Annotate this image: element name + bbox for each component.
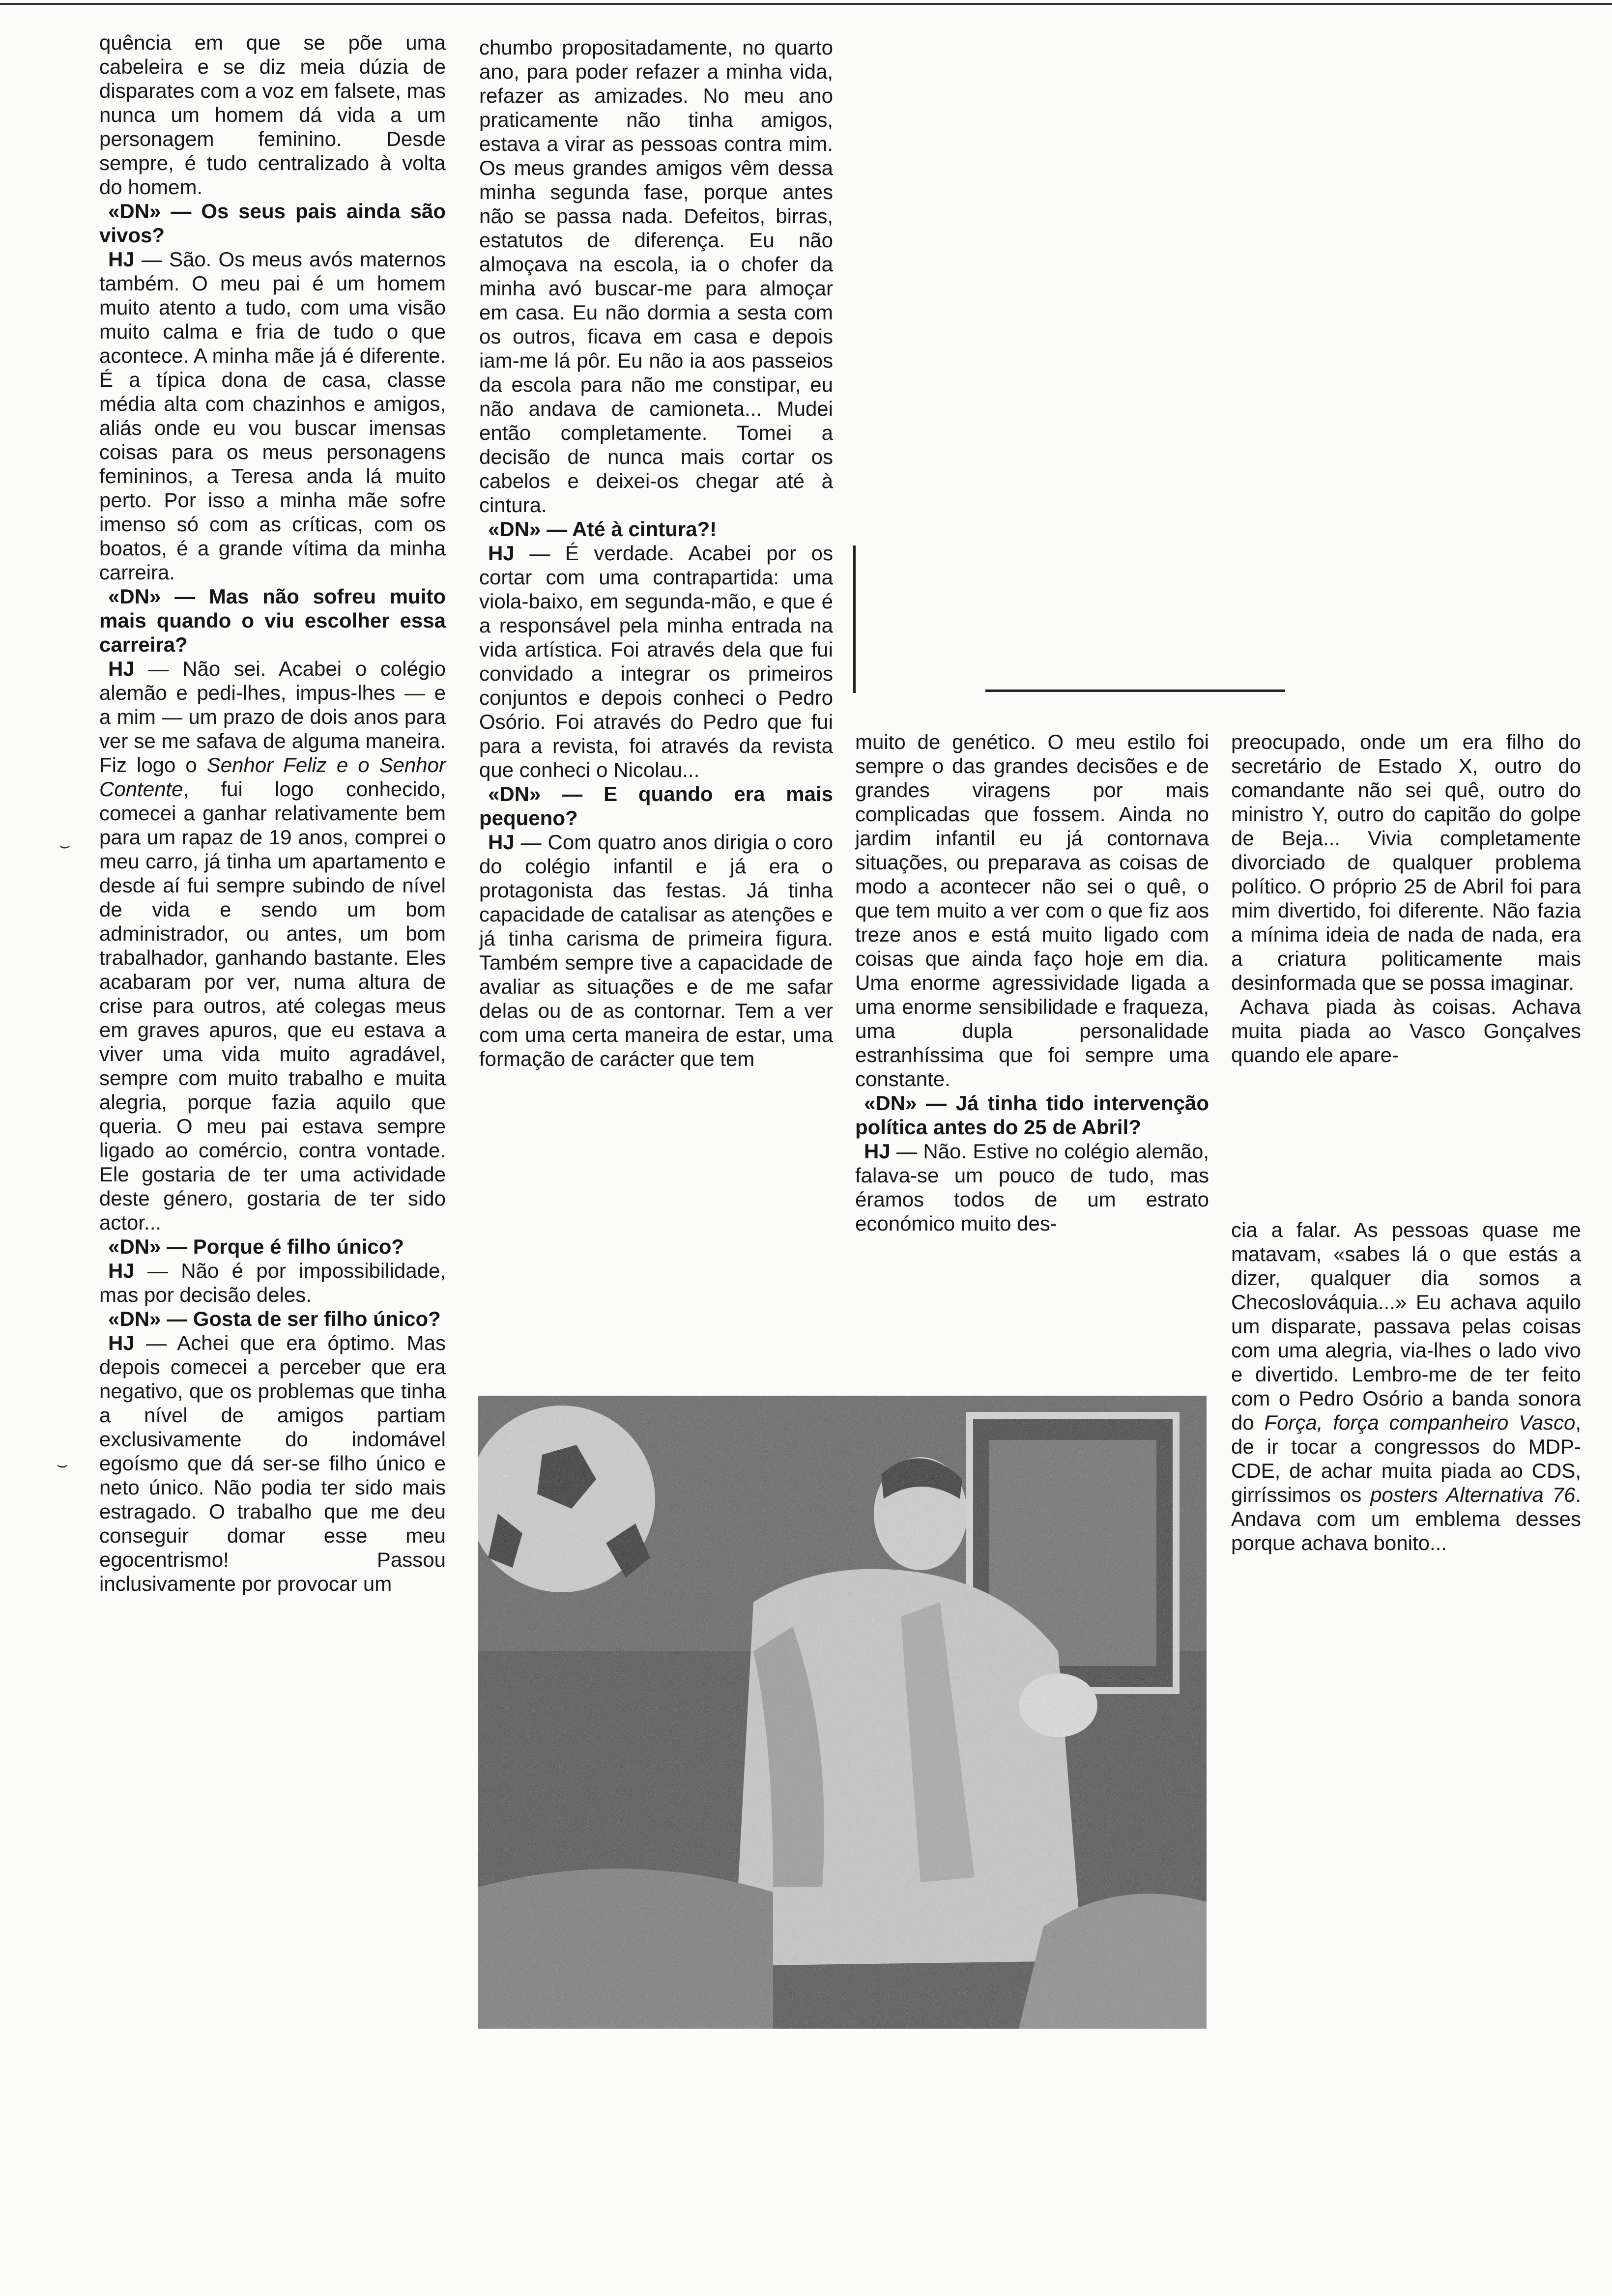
column-1 xyxy=(99,30,446,1596)
margin-mark: ⌣ xyxy=(57,1455,68,1475)
interview-question xyxy=(99,584,446,657)
paragraph-text: muito de genético. O meu estilo foi sempre o das grandes decisões e de grandes viragens por mais complicadas que fossem. Ainda no jardim infantil eu já contornava situações, ou preparava as coisas de modo a acontecer não sei o quê, o que tem muito a ver com o que fiz aos treze anos e está muito ligado com coisas que ainda faço hoje em dia. Uma enorme agressividade ligada a uma enorme sensibilidade e fraqueza, uma dupla personalidade estranhíssima que foi sempre uma constante. xyxy=(855,730,1209,1091)
interview-answer xyxy=(99,1259,446,1307)
question-text: — Gosta de ser filho único? xyxy=(167,1307,441,1330)
interview-question xyxy=(479,517,833,541)
paragraph-text: preocupado, onde um era filho do secretário de Estado X, outro do comandante não sei quê, outro do ministro Y, outro do capitão do golpe de Beja... Vivia completamente divorciado de qualquer problema político. O próprio 25 de Abril foi para mim divertido, foi diferente. Não fazia a mínima ideia de nada de nada, era a criatura politicamente mais desinformada que se possa imaginar. xyxy=(1231,730,1581,994)
answer-text: — Achei que era óptimo. Mas depois comecei a perceber que era negativo, que os problemas que tinha a nível de amigos partiam exclusivamente do indomável egoísmo que dá ser-se filho único e neto único. Não podia ter sido mais estragado. O trabalho que me deu conseguir domar esse meu egocentrismo! Passou inclusivamente por provocar um xyxy=(99,1331,446,1595)
column-5 xyxy=(1231,1218,1581,1555)
answer-speaker: HJ xyxy=(108,657,135,680)
title-italic: Força, força companheiro Vasco xyxy=(1264,1411,1576,1434)
paragraph-text: , de ir tocar a congressos do MDP-CDE, de achar muita piada ao CDS, girríssimos os xyxy=(1231,1411,1582,1506)
question-speaker: «DN» xyxy=(108,585,161,608)
paragraph xyxy=(855,730,1209,1091)
paragraph xyxy=(1231,1218,1581,1555)
question-text: — Já tinha tido intervenção política antes do 25 de Abril? xyxy=(855,1091,1209,1139)
interview-answer xyxy=(479,541,833,782)
interview-question xyxy=(99,199,446,247)
answer-text: — Não é por impossibilidade, mas por decisão deles. xyxy=(99,1259,446,1306)
paragraph-text: . Andava com um emblema desses porque achava bonito... xyxy=(1231,1483,1581,1554)
interview-photo xyxy=(478,1396,1207,2029)
interview-question xyxy=(99,1234,446,1259)
question-speaker: «DN» xyxy=(108,1307,161,1330)
interview-answer xyxy=(479,830,833,1071)
interview-question xyxy=(855,1091,1209,1139)
paragraph xyxy=(99,30,446,199)
paragraph xyxy=(1231,995,1581,1067)
margin-mark: ⌣ xyxy=(59,835,71,856)
question-text: — Porque é filho único? xyxy=(167,1235,404,1258)
interview-question xyxy=(479,782,833,830)
photo-halftone xyxy=(478,1396,1207,2029)
question-text: — E quando era mais pequeno? xyxy=(479,782,834,830)
paragraph xyxy=(479,35,833,517)
question-speaker: «DN» xyxy=(108,1235,161,1258)
answer-speaker: HJ xyxy=(488,831,515,854)
question-speaker: «DN» xyxy=(488,782,541,805)
answer-text: , fui logo conhecido, comecei a ganhar relativamente bem para um rapaz de 19 anos, comprei o meu carro, já tinha um apartamento e desde aí fui sempre subindo de nível de vida e sendo um bom administrador, ou antes, um bom trabalhador, ganhando bastante. Eles acabaram por ver, numa altura de crise para outros, até colegas meus em graves apuros, que eu estava a viver uma vida muito agradável, sempre com muito trabalho e muita alegria, porque fazia aquilo que queria. O meu pai estava sempre ligado ao comércio, contra vontade. Ele gostaria de ter uma actividade deste género, gostaria de ter sido actor... xyxy=(99,777,446,1234)
interview-answer xyxy=(99,1331,446,1596)
question-text: — Até à cintura?! xyxy=(547,517,717,541)
answer-text: — Não sei. Acabei o colégio alemão e pedi-lhes, impus-lhes — e a mim — um prazo de dois anos para ver se me safava de alguma maneira. Fiz logo o xyxy=(99,657,446,776)
vertical-rule xyxy=(853,545,856,693)
title-italic: Senhor Feliz e o Senhor Contente xyxy=(99,753,446,801)
question-text: — Os seus pais ainda são vivos? xyxy=(99,200,446,247)
paragraph-text: chumbo propositadamente, no quarto ano, para poder refazer a minha vida, refazer as amizades. No meu ano praticamente não tinha amigos, estava a virar as pessoas contra mim. Os meus grandes amigos vêm dessa minha segunda fase, porque antes não se passa nada. Defeitos, birras, estatutos de diferença. Eu não almoçava na escola, ia o chofer da minha avó buscar-me para almoçar em casa. Eu não dormia a sesta com os outros, ficava em casa e depois iam-me lá pôr. Eu não ia aos passeios da escola para não me constipar, eu não andava de camioneta... Mudei então completamente. Tomei a decisão de nunca mais cortar os cabelos e deixei-os chegar até à cintura. xyxy=(479,36,833,517)
question-speaker: «DN» xyxy=(108,200,161,223)
page-top-rule xyxy=(0,3,1612,5)
paragraph-text: quência em que se põe uma cabeleira e se diz meia dúzia de disparates com a voz em falsete, mas nunca um homem dá vida a um personagem feminino. Desde sempre, é tudo centralizado à volta do homem. xyxy=(99,31,446,199)
question-speaker: «DN» xyxy=(488,517,541,541)
interview-question xyxy=(99,1307,446,1331)
column-3 xyxy=(855,730,1209,1235)
question-speaker: «DN» xyxy=(864,1091,917,1115)
interview-answer xyxy=(99,247,446,584)
paragraph-text: Achava piada às coisas. Achava muita piada ao Vasco Gonçalves quando ele apare- xyxy=(1231,995,1581,1066)
paragraph xyxy=(1231,730,1581,995)
answer-speaker: HJ xyxy=(864,1140,891,1163)
interview-answer xyxy=(99,657,446,1234)
answer-speaker: HJ xyxy=(108,1331,135,1354)
answer-speaker: HJ xyxy=(488,542,515,565)
column-4 xyxy=(1231,730,1581,1067)
answer-text: — Não. Estive no colégio alemão, falava-se um pouco de tudo, mas éramos todos de um estrato económico muito des- xyxy=(855,1140,1209,1235)
title-italic: posters Alternativa 76 xyxy=(1370,1483,1576,1506)
paragraph-text: cia a falar. As pessoas quase me matavam, «sabes lá o que estás a dizer, qualquer dia somos a Checoslováquia...» Eu achava aquilo um disparate, passava pelas coisas com uma alegria, via-lhes o lado vivo e divertido. Lembro-me de ter feito com o Pedro Osório a banda sonora do xyxy=(1231,1218,1581,1434)
answer-speaker: HJ xyxy=(108,248,135,271)
question-text: — Mas não sofreu muito mais quando o viu escolher essa carreira? xyxy=(99,585,446,656)
answer-text: — São. Os meus avós maternos também. O meu pai é um homem muito atento a tudo, com uma visão muito calma e fria de tudo o que acontece. A minha mãe já é diferente. É a típica dona de casa, classe média alta com chazinhos e amigos, aliás onde eu vou buscar imensas coisas para os meus personagens femininos, a Teresa anda lá muito perto. Por isso a minha mãe sofre imenso só com as críticas, com os boatos, é a grande vítima da minha carreira. xyxy=(99,248,446,584)
horizontal-rule xyxy=(985,689,1285,692)
column-2 xyxy=(479,35,833,1071)
answer-text: — Com quatro anos dirigia o coro do colégio infantil e já era o protagonista das festas. Já tinha capacidade de catalisar as atenções e já tinha carisma de primeira figura. Também sempre tive a capacidade de avaliar as situações e de me safar delas ou de as contornar. Tem a ver com uma certa maneira de estar, uma formação de carácter que tem xyxy=(479,831,833,1070)
answer-speaker: HJ xyxy=(108,1259,135,1282)
interview-answer xyxy=(855,1139,1209,1235)
answer-text: — É verdade. Acabei por os cortar com uma contrapartida: uma viola-baixo, em segunda-mão, e que é a responsável pela minha entrada na vida artística. Foi através dela que fui convidado a integrar os primeiros conjuntos e depois conheci o Pedro Osório. Foi através do Pedro que fui para a revista, foi através da revista que conheci o Nicolau... xyxy=(479,542,833,781)
